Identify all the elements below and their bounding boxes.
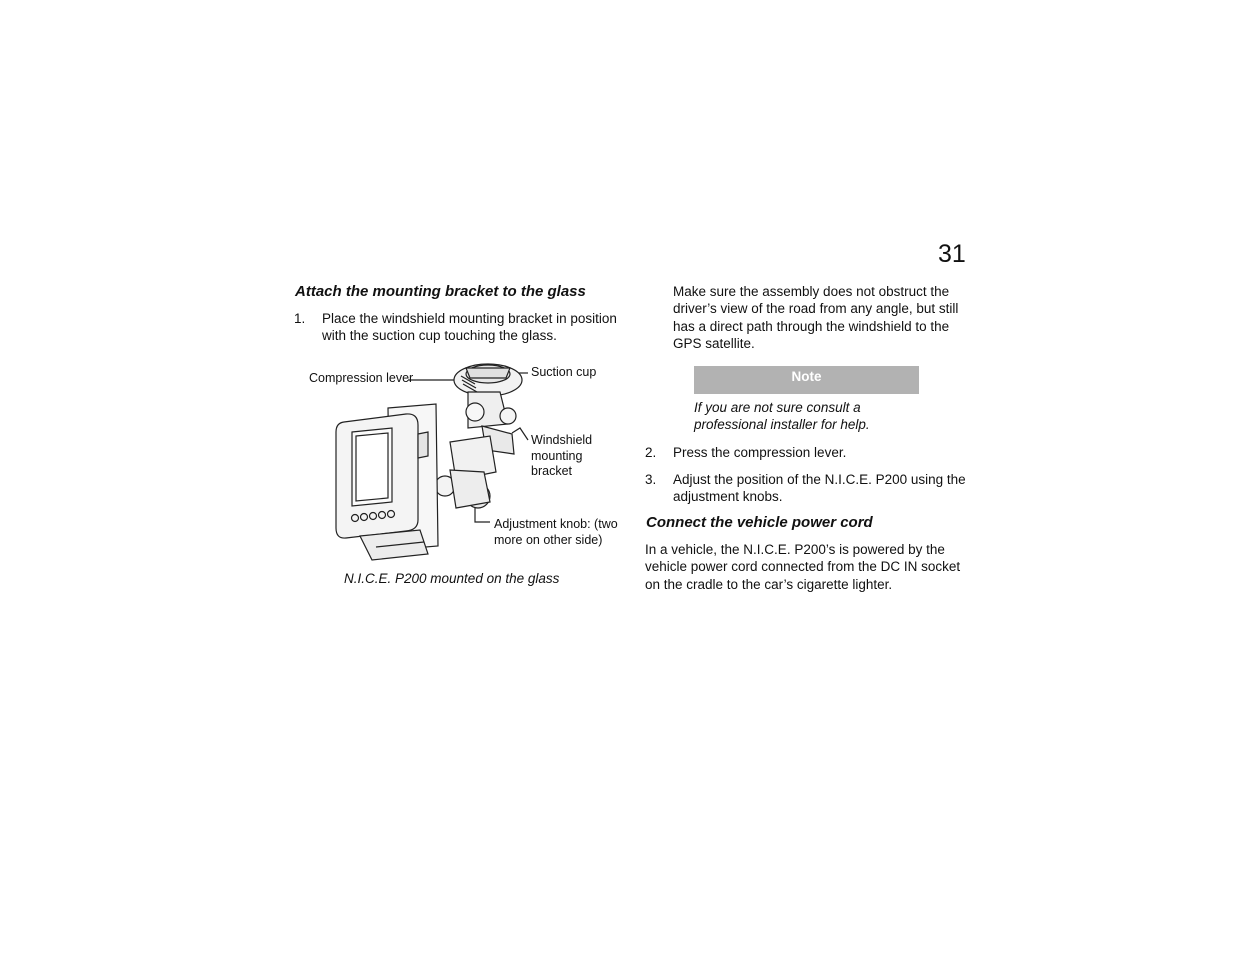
step-number: 2. (645, 445, 657, 460)
callout-compression-lever: Compression lever (309, 371, 414, 385)
note-text: If you are not sure consult a professional installer for help. (694, 400, 870, 433)
section-heading-attach: Attach the mounting bracket to the glass (295, 283, 586, 300)
page-number: 31 (938, 240, 966, 268)
step-1 (294, 310, 624, 346)
step-number: 1. (294, 311, 306, 326)
step-text: Press the compression lever. (673, 445, 847, 460)
power-cord-paragraph: In a vehicle, the N.I.C.E. P200’s is powered by the vehicle power cord connected from the DC IN socket on the cradle to the car’s cigarette lighter. (645, 542, 961, 592)
step-text: Place the windshield mounting bracket in position with the suction cup touching the glass. (322, 311, 617, 344)
figure-caption: N.I.C.E. P200 mounted on the glass (344, 571, 560, 586)
intro-paragraph: Make sure the assembly does not obstruct the driver’s view of the road from any angle, but still has a direct path through the windshield to the GPS satellite. (673, 284, 959, 351)
callout-windshield-bracket: Windshield mounting bracket (531, 433, 593, 478)
callout-suction-cup: Suction cup (531, 365, 597, 379)
section-heading-power-cord: Connect the vehicle power cord (646, 514, 873, 531)
step-3 (645, 471, 975, 507)
step-number: 3. (645, 472, 657, 487)
step-text: Adjust the position of the N.I.C.E. P200 using the adjustment knobs. (673, 472, 966, 505)
callout-adjustment-knob: Adjustment knob: (two more on other side) (494, 517, 618, 547)
step-2 (645, 444, 975, 462)
note-label-bar: Note (694, 366, 919, 394)
